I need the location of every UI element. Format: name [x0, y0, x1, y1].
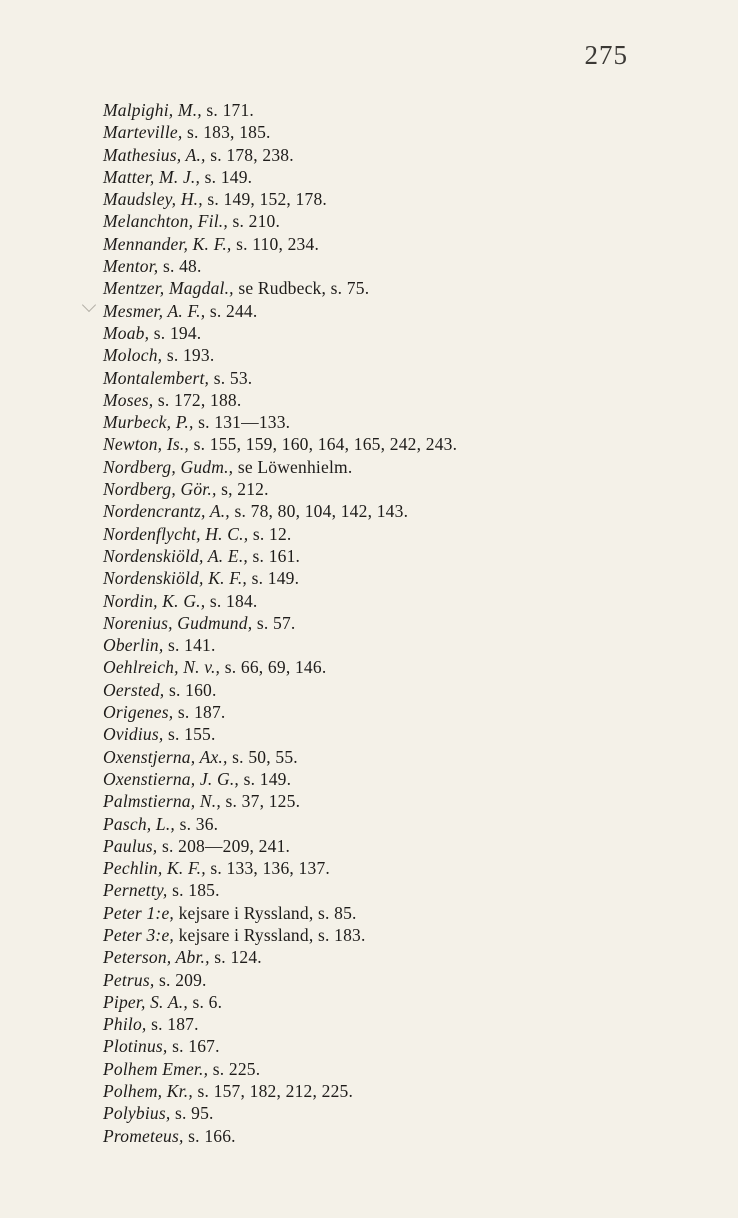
- index-entry: [103, 389, 713, 411]
- entry-name: Paulus,: [103, 835, 158, 856]
- entry-name: Moses,: [103, 389, 154, 410]
- index-entry: [103, 523, 713, 545]
- entry-reference: s. 6.: [192, 991, 223, 1012]
- index-entry: [103, 277, 713, 299]
- entry-name: Polhem Emer.,: [103, 1058, 209, 1079]
- entry-name: Nordenskiöld, K. F.,: [103, 568, 248, 589]
- index-entry: [103, 367, 713, 389]
- page-number: 275: [584, 40, 628, 70]
- entry-reference: s. 225.: [212, 1058, 261, 1079]
- index-entry: [103, 411, 713, 433]
- entry-reference: s. 185.: [172, 880, 220, 901]
- entry-reference: s. 178, 238.: [210, 144, 294, 165]
- entry-reference: s. 157, 182, 212, 225.: [197, 1081, 354, 1102]
- entry-name: Polhem, Kr.,: [103, 1081, 193, 1102]
- index-entry: [103, 300, 713, 322]
- entry-name: Nordin, K. G.,: [103, 590, 206, 611]
- index-entry: [103, 188, 713, 210]
- index-entry: [103, 679, 713, 701]
- index-entry: [103, 991, 713, 1013]
- entry-reference: s. 78, 80, 104, 142, 143.: [234, 501, 409, 522]
- index-entry: [103, 344, 713, 366]
- index-entry: [103, 857, 713, 879]
- entry-name: Moloch,: [103, 345, 163, 366]
- entry-name: Pechlin, K. F.,: [103, 858, 206, 879]
- entry-reference: s. 95.: [175, 1103, 214, 1124]
- entry-name: Mentor,: [103, 256, 159, 277]
- entry-reference: s. 149.: [251, 568, 300, 589]
- index-entry: [103, 210, 713, 232]
- entry-reference: s. 187.: [177, 702, 226, 723]
- entry-reference: s. 37, 125.: [225, 791, 301, 812]
- entry-reference: s. 193.: [166, 345, 215, 366]
- entry-name: Peter 1:e,: [103, 902, 174, 923]
- index-entry: [103, 924, 713, 946]
- index-entry: [103, 567, 713, 589]
- entry-name: Nordenflycht, H. C.,: [103, 523, 249, 544]
- index-entry: [103, 99, 713, 121]
- entry-reference: kejsare i Ryssland, s. 183.: [178, 924, 366, 945]
- entry-reference: s. 194.: [153, 322, 202, 343]
- entry-name: Polybius,: [103, 1103, 171, 1124]
- entry-reference: s. 124.: [214, 947, 262, 968]
- entry-name: Marteville,: [103, 122, 183, 143]
- entry-name: Oersted,: [103, 679, 165, 700]
- index-entry: [103, 433, 713, 455]
- entry-name: Montalembert,: [103, 367, 210, 388]
- index-entry: [103, 166, 713, 188]
- entry-reference: s. 131—133.: [198, 412, 291, 433]
- entry-name: Mathesius, A.,: [103, 144, 206, 165]
- entry-reference: s. 209.: [159, 969, 207, 990]
- entry-reference: s. 48.: [162, 256, 202, 277]
- index-entry: [103, 634, 713, 656]
- entry-reference: s. 66, 69, 146.: [224, 657, 327, 678]
- index-entry: [103, 322, 713, 344]
- entry-reference: s. 171.: [206, 100, 255, 120]
- entry-name: Moab,: [103, 322, 150, 343]
- entry-reference: s. 244.: [209, 300, 258, 321]
- entry-reference: se Rudbeck, s. 75.: [238, 278, 370, 299]
- entry-name: Mesmer, A. F.,: [103, 300, 206, 321]
- index-entry: [103, 701, 713, 723]
- entry-name: Mentzer, Magdal.,: [103, 278, 234, 299]
- entry-reference: s. 167.: [172, 1036, 220, 1057]
- entry-reference: s. 57.: [256, 612, 296, 633]
- entry-name: Malpighi, M.,: [103, 100, 202, 120]
- index-entry: [103, 1125, 713, 1147]
- index-entry: [103, 255, 713, 277]
- index-entry: [103, 723, 713, 745]
- index-entry: [103, 121, 713, 143]
- index-entry: [103, 1035, 713, 1057]
- index-entry: [103, 590, 713, 612]
- entry-reference: kejsare i Ryssland, s. 85.: [178, 902, 357, 923]
- entry-name: Oehlreich, N. v.,: [103, 657, 221, 678]
- entry-name: Prometeus,: [103, 1125, 184, 1146]
- index-entry: [103, 1058, 713, 1080]
- entry-name: Mennander, K. F.,: [103, 233, 232, 254]
- index-entry: [103, 1080, 713, 1102]
- entry-name: Palmstierna, N.,: [103, 791, 221, 812]
- index-entry: [103, 746, 713, 768]
- entry-reference: s. 184.: [209, 590, 258, 611]
- index-entry: [103, 969, 713, 991]
- entry-reference: s. 160.: [168, 679, 217, 700]
- entry-name: Newton, Is.,: [103, 434, 190, 455]
- entry-reference: s. 141.: [168, 635, 216, 656]
- entry-name: Nordencrantz, A.,: [103, 501, 230, 522]
- entry-reference: s. 155.: [168, 724, 216, 745]
- index-entry: [103, 946, 713, 968]
- index-entry: [103, 545, 713, 567]
- entry-reference: s. 149, 152, 178.: [207, 189, 327, 210]
- entry-reference: s. 210.: [232, 211, 281, 232]
- entry-name: Matter, M. J.,: [103, 166, 201, 187]
- index-entry: [103, 1102, 713, 1124]
- entry-reference: s. 187.: [151, 1014, 199, 1035]
- index-entry: [103, 835, 713, 857]
- entry-name: Peter 3:e,: [103, 924, 174, 945]
- index-entry: [103, 144, 713, 166]
- index-entry: [103, 500, 713, 522]
- entry-reference: s. 161.: [252, 545, 301, 566]
- entry-name: Oxenstjerna, Ax.,: [103, 746, 228, 767]
- entry-name: Nordberg, Gudm.,: [103, 456, 234, 477]
- entry-name: Oxenstierna, J. G.,: [103, 768, 239, 789]
- entry-name: Nordberg, Gör.,: [103, 479, 217, 500]
- entry-reference: s. 53.: [213, 367, 253, 388]
- entry-name: Murbeck, P.,: [103, 412, 194, 433]
- entry-name: Origenes,: [103, 702, 174, 723]
- entry-reference: s, 212.: [221, 479, 269, 500]
- entry-reference: s. 208—209, 241.: [161, 835, 291, 856]
- index-entry: [103, 879, 713, 901]
- entry-name: Pernetty,: [103, 880, 168, 901]
- entry-name: Pasch, L.,: [103, 813, 175, 834]
- index-entry: [103, 233, 713, 255]
- index-entry: [103, 478, 713, 500]
- entry-reference: s. 172, 188.: [157, 389, 242, 410]
- entry-name: Petrus,: [103, 969, 155, 990]
- entry-name: Oberlin,: [103, 635, 164, 656]
- entry-name: Philo,: [103, 1014, 147, 1035]
- index-entry: [103, 456, 713, 478]
- index-entry: [103, 902, 713, 924]
- entry-reference: s. 36.: [179, 813, 219, 834]
- entry-reference: s. 12.: [252, 523, 292, 544]
- entry-reference: s. 50, 55.: [232, 746, 298, 767]
- entry-name: Ovidius,: [103, 724, 164, 745]
- entry-reference: s. 149.: [243, 768, 292, 789]
- entry-reference: s. 133, 136, 137.: [210, 858, 330, 879]
- entry-name: Nordenskiöld, A. E.,: [103, 545, 248, 566]
- entry-reference: se Löwenhielm.: [237, 456, 353, 477]
- entry-name: Plotinus,: [103, 1036, 168, 1057]
- entry-name: Piper, S. A.,: [103, 991, 188, 1012]
- index-entry: [103, 813, 713, 835]
- entry-reference: s. 149.: [204, 166, 253, 187]
- index-entry: [103, 656, 713, 678]
- entry-name: Maudsley, H.,: [103, 189, 203, 210]
- entry-name: Norenius, Gudmund,: [103, 612, 253, 633]
- index-entry: [103, 1013, 713, 1035]
- index-entry: [103, 612, 713, 634]
- entry-reference: s. 166.: [188, 1125, 236, 1146]
- entry-reference: s. 110, 234.: [236, 233, 320, 254]
- index-entry: [103, 768, 713, 790]
- index-entry: [103, 790, 713, 812]
- entry-name: Melanchton, Fil.,: [103, 211, 228, 232]
- margin-mark: [82, 298, 96, 312]
- index-list: [103, 99, 713, 1147]
- entry-reference: s. 155, 159, 160, 164, 165, 242, 243.: [193, 434, 458, 455]
- entry-reference: s. 183, 185.: [187, 122, 271, 143]
- entry-name: Peterson, Abr.,: [103, 947, 210, 968]
